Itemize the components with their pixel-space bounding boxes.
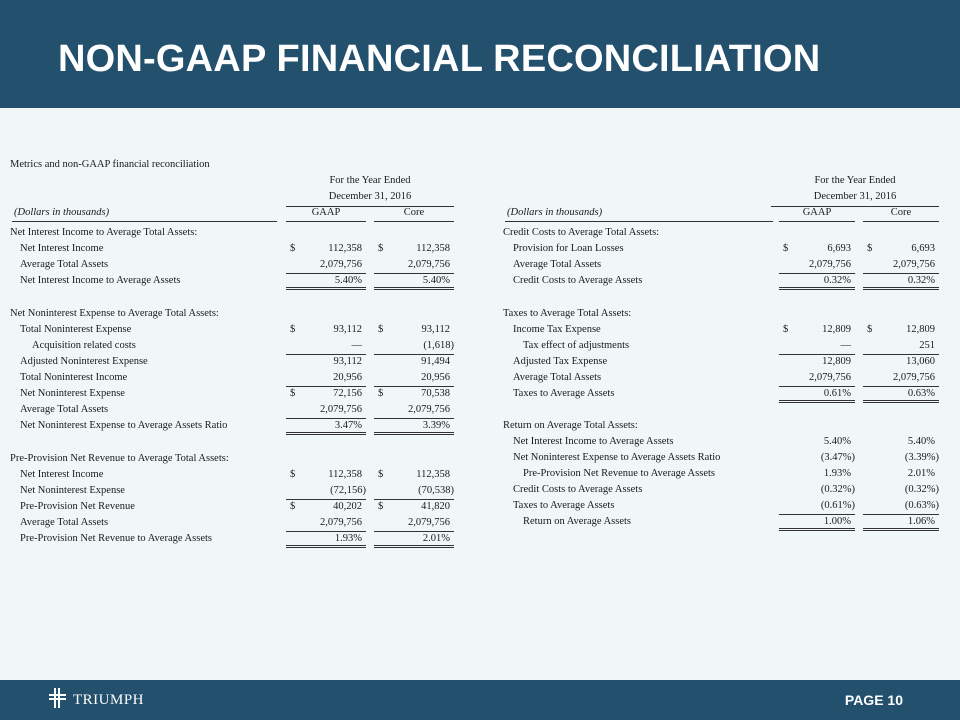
gaap-value: — — [351, 340, 362, 351]
core-value-cell — [863, 516, 939, 531]
core-value-cell — [374, 420, 454, 435]
core-value-cell — [374, 533, 454, 548]
gaap-value-cell — [286, 388, 366, 403]
right-reconciliation-table — [503, 175, 943, 535]
row-label: Taxes to Average Assets — [513, 388, 615, 399]
header-underline — [505, 207, 773, 222]
gaap-value-cell — [779, 436, 855, 451]
gaap-value: 0.61% — [823, 388, 851, 399]
core-value-cell — [863, 340, 939, 355]
core-value: 112,358 — [416, 469, 450, 480]
col-gaap-header: GAAP — [286, 207, 366, 222]
gaap-value-cell — [779, 324, 855, 339]
gaap-value-cell — [286, 501, 366, 516]
core-value-cell — [863, 452, 939, 467]
gaap-value-cell — [779, 468, 855, 483]
core-value-cell — [374, 356, 454, 371]
core-value: 2,079,756 — [408, 259, 450, 270]
page-title: NON-GAAP FINANCIAL RECONCILIATION — [58, 38, 821, 80]
gaap-value: 1.00% — [823, 516, 851, 527]
core-value-cell — [374, 372, 454, 387]
dollar-sign: $ — [290, 243, 296, 254]
core-value-cell — [863, 484, 939, 499]
core-value: 20,956 — [421, 372, 450, 383]
gaap-value-cell — [286, 275, 366, 290]
section-heading: Net Interest Income to Average Total Assets: — [10, 227, 198, 238]
core-value: 251 — [919, 340, 935, 351]
core-value: 0.63% — [907, 388, 935, 399]
gaap-value: (72,156) — [330, 485, 366, 496]
core-value-cell — [374, 243, 454, 258]
core-value-cell — [374, 404, 454, 419]
core-value-cell — [374, 324, 454, 339]
triumph-cross-icon — [48, 687, 68, 714]
gaap-value-cell — [779, 516, 855, 531]
core-value: 5.40% — [422, 275, 450, 286]
gaap-value-cell — [286, 243, 366, 258]
core-value: (3.39%) — [904, 452, 939, 463]
row-label: Provision for Loan Losses — [513, 243, 624, 254]
row-label: Tax effect of adjustments — [523, 340, 630, 351]
gaap-value-cell — [779, 259, 855, 274]
gaap-value-cell — [779, 484, 855, 499]
core-value-cell — [863, 259, 939, 274]
gaap-value: 2,079,756 — [320, 259, 362, 270]
gaap-value: 93,112 — [333, 356, 362, 367]
row-label: Pre-Provision Net Revenue to Average Assets — [523, 468, 715, 479]
core-value-cell — [374, 469, 454, 484]
gaap-value-cell — [286, 469, 366, 484]
row-label: Pre-Provision Net Revenue — [20, 501, 135, 512]
period-line-1: For the Year Ended — [329, 175, 411, 186]
gaap-value: 12,809 — [822, 356, 851, 367]
core-value-cell — [374, 485, 454, 500]
gaap-value-cell — [779, 372, 855, 387]
core-value-cell — [863, 243, 939, 258]
gaap-value: 72,156 — [333, 388, 362, 399]
core-value: 2.01% — [422, 533, 450, 544]
period-line-2: December 31, 2016 — [771, 191, 939, 207]
gaap-value: 1.93% — [334, 533, 362, 544]
section-heading: Return on Average Total Assets: — [503, 420, 638, 431]
core-value-cell — [374, 259, 454, 274]
core-value: (1,618) — [423, 340, 454, 351]
core-value-cell — [374, 340, 454, 355]
dollar-sign: $ — [378, 324, 384, 335]
core-value: 91,494 — [421, 356, 450, 367]
core-value: 1.06% — [907, 516, 935, 527]
core-value-cell — [863, 324, 939, 339]
dollar-sign: $ — [378, 243, 384, 254]
row-label: Acquisition related costs — [32, 340, 136, 351]
gaap-value: (3.47%) — [820, 452, 855, 463]
gaap-value-cell — [779, 243, 855, 258]
core-value: 112,358 — [416, 243, 450, 254]
gaap-value-cell — [286, 404, 366, 419]
core-value: (70,538) — [418, 485, 454, 496]
left-reconciliation-table — [10, 175, 454, 550]
section-heading: Taxes to Average Total Assets: — [503, 308, 632, 319]
company-logo[interactable] — [48, 689, 144, 711]
core-value: 12,809 — [906, 324, 935, 335]
gaap-value: 2,079,756 — [320, 404, 362, 415]
row-label: Average Total Assets — [20, 404, 109, 415]
gaap-value: 93,112 — [333, 324, 362, 335]
section-heading: Credit Costs to Average Total Assets: — [503, 227, 660, 238]
core-value-cell — [374, 517, 454, 532]
gaap-value: 12,809 — [822, 324, 851, 335]
core-value: 70,538 — [421, 388, 450, 399]
core-value-cell — [863, 468, 939, 483]
row-label: Net Interest Income to Average Assets — [513, 436, 674, 447]
core-value: 5.40% — [907, 436, 935, 447]
dollar-sign: $ — [378, 388, 384, 399]
gaap-value-cell — [286, 340, 366, 355]
col-core-header: Core — [374, 207, 454, 222]
gaap-value-cell — [779, 356, 855, 371]
row-label: Net Noninterest Expense — [20, 388, 125, 399]
gaap-value: 20,956 — [333, 372, 362, 383]
row-label: Return on Average Assets — [523, 516, 631, 527]
logo-text: TRIUMPH — [73, 691, 145, 708]
core-value: 2,079,756 — [893, 372, 935, 383]
col-gaap-header: GAAP — [779, 207, 855, 222]
core-value-cell — [374, 501, 454, 516]
core-value: 93,112 — [421, 324, 450, 335]
header-bar — [0, 0, 960, 108]
section-heading: Net Noninterest Expense to Average Total Assets: — [10, 308, 219, 319]
gaap-value: (0.32%) — [820, 484, 855, 495]
core-value: (0.32%) — [904, 484, 939, 495]
gaap-value: 5.40% — [823, 436, 851, 447]
row-label: Pre-Provision Net Revenue to Average Assets — [20, 533, 212, 544]
units-label: (Dollars in thousands) — [507, 207, 603, 218]
gaap-value: (0.61%) — [820, 500, 855, 511]
gaap-value-cell — [286, 356, 366, 371]
row-label: Net Noninterest Expense — [20, 485, 125, 496]
row-label: Total Noninterest Income — [20, 372, 128, 383]
gaap-value: 2,079,756 — [809, 259, 851, 270]
period-line-2: December 31, 2016 — [286, 191, 454, 207]
footer-bar — [0, 680, 960, 720]
core-value: 6,693 — [911, 243, 935, 254]
row-label: Income Tax Expense — [513, 324, 601, 335]
core-value: 0.32% — [907, 275, 935, 286]
gaap-value-cell — [286, 324, 366, 339]
row-label: Adjusted Tax Expense — [513, 356, 608, 367]
core-value: 41,820 — [421, 501, 450, 512]
gaap-value: 40,202 — [333, 501, 362, 512]
core-value: 2,079,756 — [408, 517, 450, 528]
gaap-value-cell — [286, 485, 366, 500]
row-label: Net Interest Income — [20, 469, 104, 480]
core-value: (0.63%) — [904, 500, 939, 511]
row-label: Net Noninterest Expense to Average Assets Ratio — [20, 420, 228, 431]
row-label: Adjusted Noninterest Expense — [20, 356, 148, 367]
row-label: Credit Costs to Average Assets — [513, 484, 643, 495]
period-line-1: For the Year Ended — [814, 175, 896, 186]
core-value: 3.39% — [422, 420, 450, 431]
row-label: Average Total Assets — [20, 517, 109, 528]
row-label: Average Total Assets — [513, 372, 602, 383]
dollar-sign: $ — [378, 501, 384, 512]
gaap-value-cell — [286, 259, 366, 274]
gaap-value-cell — [779, 500, 855, 515]
row-label: Net Interest Income — [20, 243, 104, 254]
gaap-value: 2,079,756 — [320, 517, 362, 528]
row-label: Credit Costs to Average Assets — [513, 275, 643, 286]
dollar-sign: $ — [867, 324, 873, 335]
row-label: Average Total Assets — [513, 259, 602, 270]
section-heading: Pre-Provision Net Revenue to Average Total Assets: — [10, 453, 229, 464]
gaap-value: 0.32% — [823, 275, 851, 286]
dollar-sign: $ — [867, 243, 873, 254]
gaap-value: 5.40% — [334, 275, 362, 286]
core-value-cell — [374, 275, 454, 290]
core-value: 13,060 — [906, 356, 935, 367]
header-underline — [12, 207, 277, 222]
core-value: 2,079,756 — [408, 404, 450, 415]
core-value-cell — [863, 500, 939, 515]
row-label: Taxes to Average Assets — [513, 500, 615, 511]
gaap-value: 112,358 — [328, 469, 362, 480]
gaap-value: 3.47% — [334, 420, 362, 431]
dollar-sign: $ — [290, 324, 296, 335]
dollar-sign: $ — [378, 469, 384, 480]
gaap-value-cell — [286, 372, 366, 387]
gaap-value: — — [840, 340, 851, 351]
dollar-sign: $ — [783, 324, 789, 335]
units-label: (Dollars in thousands) — [14, 207, 110, 218]
core-value: 2,079,756 — [893, 259, 935, 270]
page-number: PAGE 10 — [844, 692, 903, 708]
dollar-sign: $ — [290, 501, 296, 512]
gaap-value-cell — [286, 420, 366, 435]
core-value-cell — [863, 275, 939, 290]
gaap-value-cell — [286, 533, 366, 548]
row-label: Average Total Assets — [20, 259, 109, 270]
gaap-value-cell — [779, 275, 855, 290]
core-value-cell — [863, 356, 939, 371]
subtitle: Metrics and non-GAAP financial reconciliation — [10, 159, 210, 170]
core-value: 2.01% — [907, 468, 935, 479]
dollar-sign: $ — [290, 469, 296, 480]
dollar-sign: $ — [783, 243, 789, 254]
row-label: Total Noninterest Expense — [20, 324, 132, 335]
gaap-value: 6,693 — [827, 243, 851, 254]
gaap-value-cell — [779, 388, 855, 403]
dollar-sign: $ — [290, 388, 296, 399]
row-label: Net Noninterest Expense to Average Assets Ratio — [513, 452, 721, 463]
core-value-cell — [374, 388, 454, 403]
gaap-value-cell — [779, 340, 855, 355]
gaap-value-cell — [779, 452, 855, 467]
gaap-value: 1.93% — [823, 468, 851, 479]
core-value-cell — [863, 388, 939, 403]
core-value-cell — [863, 372, 939, 387]
gaap-value: 112,358 — [328, 243, 362, 254]
gaap-value-cell — [286, 517, 366, 532]
gaap-value: 2,079,756 — [809, 372, 851, 383]
row-label: Net Interest Income to Average Assets — [20, 275, 181, 286]
core-value-cell — [863, 436, 939, 451]
col-core-header: Core — [863, 207, 939, 222]
